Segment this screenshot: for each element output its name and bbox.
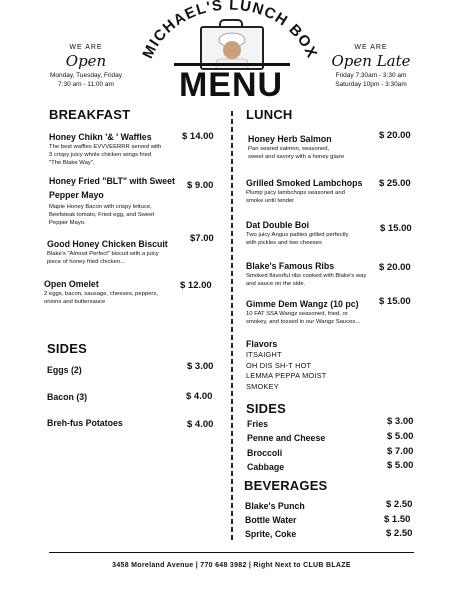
menu-item — [246, 260, 396, 288]
flavor-item: LEMMA PEPPA MOIST — [246, 371, 327, 380]
item-name: Dat Double Boi — [246, 220, 310, 230]
item-desc: Plump juicy lambchops seasoned and — [246, 190, 345, 196]
item-desc: 10 FAT SSA Wangz seasoned, fried, or — [246, 311, 348, 317]
brand-name: MICHAEL'S LUNCH BOX — [139, 0, 321, 62]
item-desc: with pickles and two cheeses — [246, 240, 322, 246]
item-price: $ 20.00 — [379, 262, 411, 273]
sides-heading-right: SIDES — [246, 401, 287, 416]
open-days: Monday, Tuesday, Friday — [49, 72, 122, 79]
open-hours-block — [46, 44, 126, 89]
item-price: $ 15.00 — [380, 223, 412, 234]
side-item-price: $ 4.00 — [187, 419, 214, 430]
footer-divider — [49, 552, 414, 553]
footer-address: 3458 Moreland Avenue | 770 648 3982 | Right Next to CLUB BLAZE — [112, 562, 351, 569]
menu-item — [246, 219, 386, 247]
item-price: $7.00 — [190, 233, 214, 244]
item-name: Honey Fried "BLT" with Sweet — [49, 176, 175, 186]
item-desc: sweet and savory with a honey glaze — [248, 154, 345, 160]
item-name: Good Honey Chicken Biscuit — [47, 239, 168, 249]
item-desc: 2 eggs, bacon, sausage, cheeses, peppers, — [44, 291, 158, 297]
side-item-name: Bacon (3) — [47, 392, 88, 402]
side-item-price: $ 5.00 — [387, 460, 414, 471]
lunch-heading: LUNCH — [246, 107, 293, 122]
item-desc: Two juicy Angus patties grilled perfectly — [246, 232, 349, 238]
item-desc: Pan seared salmon, seasoned, — [248, 146, 330, 152]
item-price: $ 14.00 — [182, 131, 214, 142]
late-hours-line2: Saturday 10pm - 3:30am — [335, 81, 407, 88]
item-desc: "The Blake Way". — [49, 160, 95, 166]
side-item-name: Breh-fus Potatoes — [47, 418, 123, 428]
flavor-item: OH DIS SH-T HOT — [246, 360, 312, 370]
side-item-price: $ 3.00 — [187, 361, 214, 372]
item-price: $ 25.00 — [379, 178, 411, 189]
side-item-price: $ 3.00 — [387, 416, 414, 427]
side-item-price: $ 5.00 — [387, 431, 414, 442]
item-name: Open Omelet — [44, 279, 99, 289]
side-item-price: $ 7.00 — [387, 446, 414, 457]
side-item-name: Eggs (2) — [47, 365, 82, 375]
beverage-item-price: $ 2.50 — [386, 499, 413, 510]
flavor-item: SMOKEY — [246, 381, 279, 391]
side-item-name: Penne and Cheese — [247, 433, 326, 443]
item-desc: Beefsteak tomato, Fried egg, and Sweet — [49, 212, 155, 218]
we-are-label: WE ARE — [69, 44, 103, 51]
breakfast-heading: BREAKFAST — [49, 107, 131, 122]
item-price: $ 12.00 — [180, 280, 212, 291]
item-desc: 3 crispy juicy whole chicken wings fried — [49, 152, 152, 158]
item-desc: piece of honey fried chicken... — [47, 259, 125, 265]
beverage-item-name: Bottle Water — [245, 515, 297, 525]
open-status: Open — [65, 52, 107, 70]
item-price: $ 9.00 — [187, 180, 214, 191]
sides-heading-left: SIDES — [47, 341, 88, 356]
item-name-line2: Pepper Mayo — [49, 190, 104, 200]
item-name: Grilled Smoked Lambchops — [246, 178, 363, 188]
flavors-block — [246, 338, 386, 392]
beverage-item-name: Blake's Punch — [245, 501, 305, 511]
item-desc: smoke until tender — [246, 198, 295, 204]
item-desc: Maple Honey Bacon with crispy lettuce, — [49, 204, 152, 210]
open-late-block — [326, 44, 416, 89]
column-divider — [231, 111, 233, 541]
item-name: Honey Herb Salmon — [248, 134, 332, 144]
flavors-title: Flavors — [246, 339, 278, 349]
item-price: $ 20.00 — [379, 130, 411, 141]
item-desc: onions and buttersauce — [44, 299, 106, 305]
menu-title: MENU — [178, 66, 284, 104]
beverage-item-price: $ 1.50 — [384, 514, 411, 525]
beverage-item-price: $ 2.50 — [386, 528, 413, 539]
open-time: 7:30 am - 11:00 am — [58, 81, 114, 88]
side-item-name: Fries — [247, 419, 269, 429]
item-name: Gimme Dem Wangz (10 pc) — [246, 299, 359, 309]
flavor-item: ITSAIGHT — [246, 350, 282, 359]
menu-item — [246, 177, 386, 205]
item-name: Blake's Famous Ribs — [246, 261, 335, 271]
side-item-price: $ 4.00 — [186, 391, 213, 402]
item-desc: Smoked flavorful ribs cooked with Blake's way — [246, 273, 367, 279]
late-hours-line1: Friday 7:30am - 3:30 am — [335, 72, 407, 79]
beverage-item-name: Sprite, Coke — [245, 529, 297, 539]
item-name: Honey Chikn '& ' Waffles — [49, 132, 152, 142]
side-item-name: Broccoli — [247, 448, 283, 458]
item-desc: Pepper Mayo. — [49, 220, 86, 226]
item-desc: smokey, and tossed in our Wangz Sauces... — [246, 319, 361, 325]
side-item-name: Cabbage — [247, 462, 285, 472]
item-desc: The best waffles EVVVEERRR served with — [49, 144, 162, 150]
we-are-label-right: WE ARE — [354, 44, 388, 51]
item-price: $ 15.00 — [379, 296, 411, 307]
item-desc: and sauce on the side. — [246, 281, 306, 287]
beverages-heading: BEVERAGES — [244, 478, 328, 493]
menu-item — [248, 133, 378, 161]
open-late-status: Open Late — [331, 52, 411, 70]
menu-item — [246, 298, 386, 326]
item-desc: Blake's "Almost Perfect" biscuit with a juicy — [47, 251, 159, 257]
